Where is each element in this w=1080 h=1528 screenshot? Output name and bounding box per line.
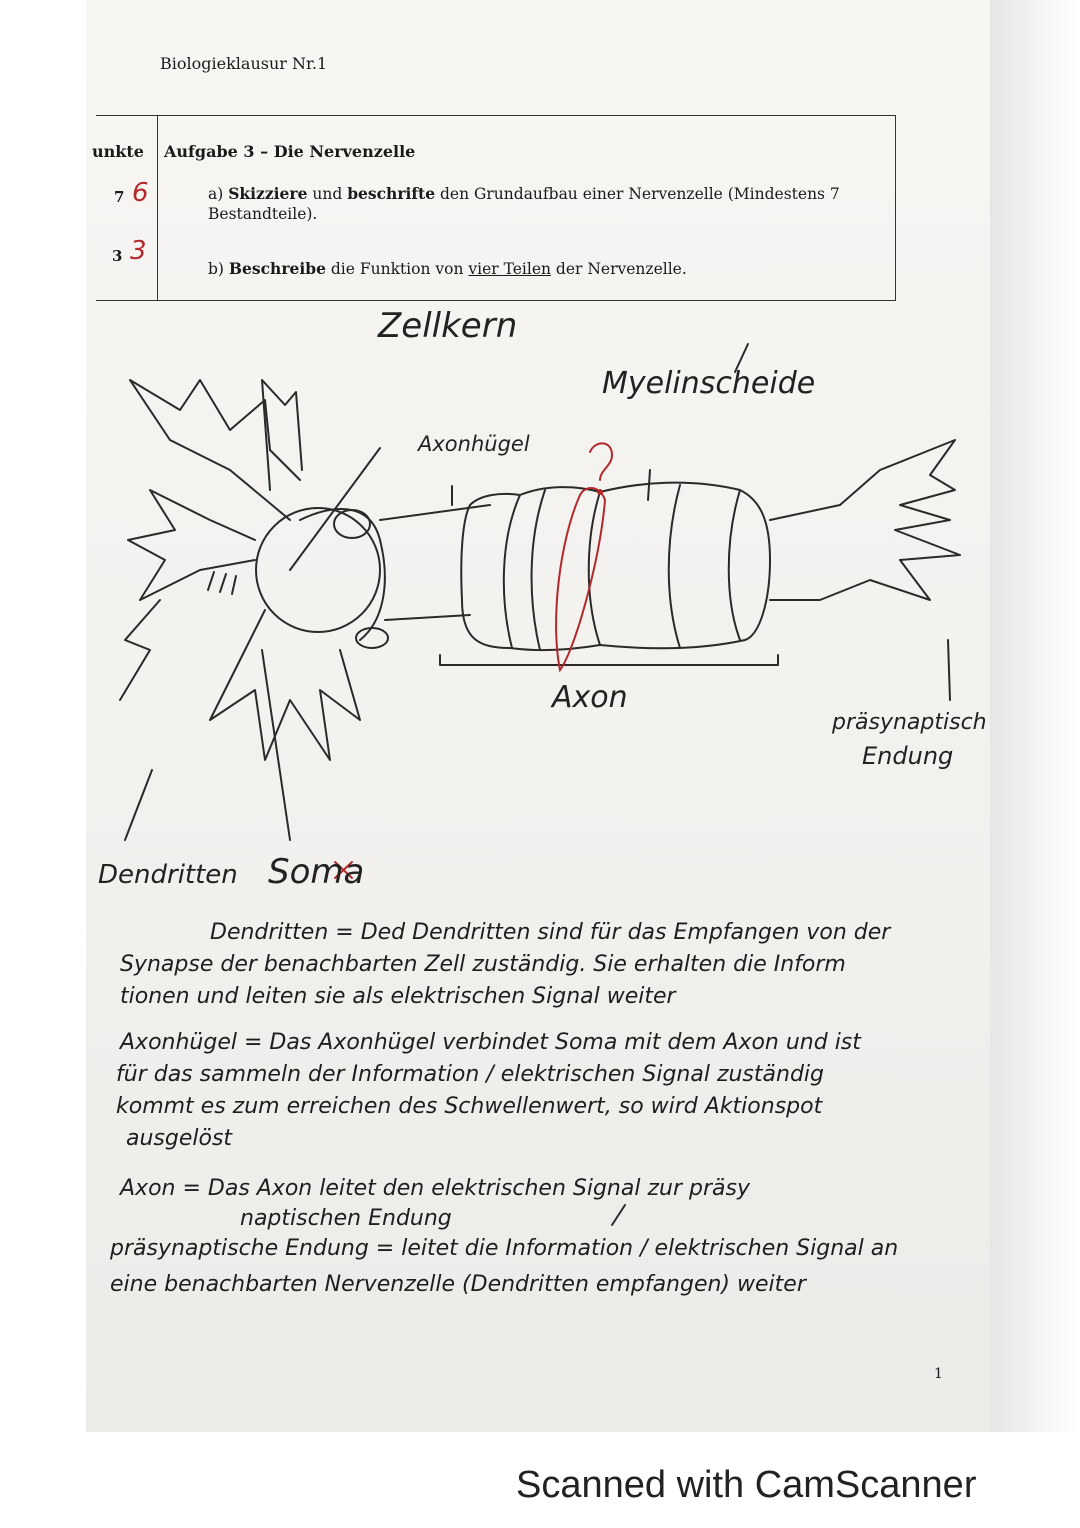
- answer-line: Synapse der benachbarten Zell zuständig. Sie erhalten die Inform: [120, 952, 846, 977]
- check-mark-2: [612, 1205, 625, 1225]
- label-endung: Endung: [862, 742, 954, 770]
- label-line-soma: [262, 650, 290, 840]
- task-a-verb1: Skizziere: [228, 184, 308, 203]
- task-title: Aufgabe 3 – Die Nervenzelle: [164, 142, 416, 161]
- page-number: 1: [934, 1366, 943, 1382]
- dendrite-lower: [210, 610, 360, 760]
- myelin-segment-5: [729, 490, 740, 640]
- nucleus-shape-2: [356, 628, 388, 648]
- points-awarded-b: 3: [130, 236, 147, 266]
- soma-circle: [256, 508, 380, 632]
- answer-line: kommt es zum erreichen des Schwellenwert, so wird Aktionspot: [116, 1094, 823, 1119]
- nucleus-shape: [334, 510, 370, 538]
- task-b-marker: b): [208, 260, 224, 278]
- task-b-post: der Nervenzelle.: [551, 260, 687, 278]
- answer-line: naptischen Endung: [240, 1206, 452, 1231]
- label-myelinscheide: Myelinscheide: [602, 366, 816, 401]
- red-question-dot: [598, 490, 602, 494]
- label-dendriten: Dendritten: [98, 860, 238, 890]
- points-awarded-a: 6: [132, 178, 149, 208]
- answer-line: Axonhügel = Das Axonhügel verbindet Soma mit dem Axon und ist: [120, 1030, 861, 1055]
- myelin-segment-4: [669, 485, 680, 648]
- label-zellkern: Zellkern: [378, 306, 518, 346]
- points-max-b: 3: [112, 247, 123, 265]
- myelin-segment-2: [532, 490, 545, 650]
- label-line-dendriten: [125, 770, 152, 840]
- axon-bracket: [440, 655, 778, 665]
- label-line-praesyn: [948, 640, 950, 700]
- document-header: Biologieklausur Nr.1: [160, 54, 328, 73]
- label-praesynaptisch: präsynaptisch: [832, 710, 987, 735]
- myelin-segment-1: [504, 495, 520, 648]
- answer-line: Axon = Das Axon leitet den elektrischen Signal zur präsy: [120, 1176, 750, 1201]
- task-a-mid: und: [307, 185, 348, 203]
- task-a-marker: a): [208, 185, 224, 203]
- points-max-a: 7: [114, 188, 125, 206]
- camscanner-watermark: Scanned with CamScanner: [516, 1464, 977, 1506]
- red-correction-loop: [556, 488, 605, 670]
- answer-line: Dendritten = Ded Dendritten sind für das Empfangen von der: [210, 920, 891, 945]
- axon-hillock: [380, 505, 490, 620]
- task-b-verb: Beschreibe: [228, 259, 326, 278]
- soma-outline: [300, 509, 385, 640]
- points-header: unkte: [92, 142, 144, 161]
- dendrite-left: [128, 490, 255, 600]
- answer-line: präsynaptische Endung = leitet die Information / elektrischen Signal an: [110, 1236, 899, 1261]
- soma-stripes: [208, 572, 236, 594]
- task-b-underlined: vier Teilen: [468, 260, 551, 278]
- answer-line: tionen und leiten sie als elektrischen Signal weiter: [120, 984, 676, 1009]
- task-a-verb2: beschrifte: [347, 184, 436, 203]
- answer-line: ausgelöst: [126, 1126, 233, 1151]
- label-axonhuegel: Axonhügel: [418, 432, 530, 456]
- label-line-myelin: [648, 470, 650, 500]
- answer-line: für das sammeln der Information / elektrischen Signal zuständig: [116, 1062, 824, 1087]
- label-axon: Axon: [552, 680, 628, 715]
- red-question-mark: [590, 443, 612, 480]
- label-soma: Soma: [268, 852, 365, 892]
- dendrite-left-far: [120, 600, 160, 700]
- task-b-pre: die Funktion von: [325, 260, 469, 278]
- answer-line: eine benachbarten Nervenzelle (Dendritten empfangen) weiter: [110, 1272, 806, 1297]
- presynaptic-terminal: [770, 440, 960, 600]
- task-a-rest: den Grundaufbau einer Nervenzelle (Mindestens 7 Bestandteile).: [208, 185, 840, 223]
